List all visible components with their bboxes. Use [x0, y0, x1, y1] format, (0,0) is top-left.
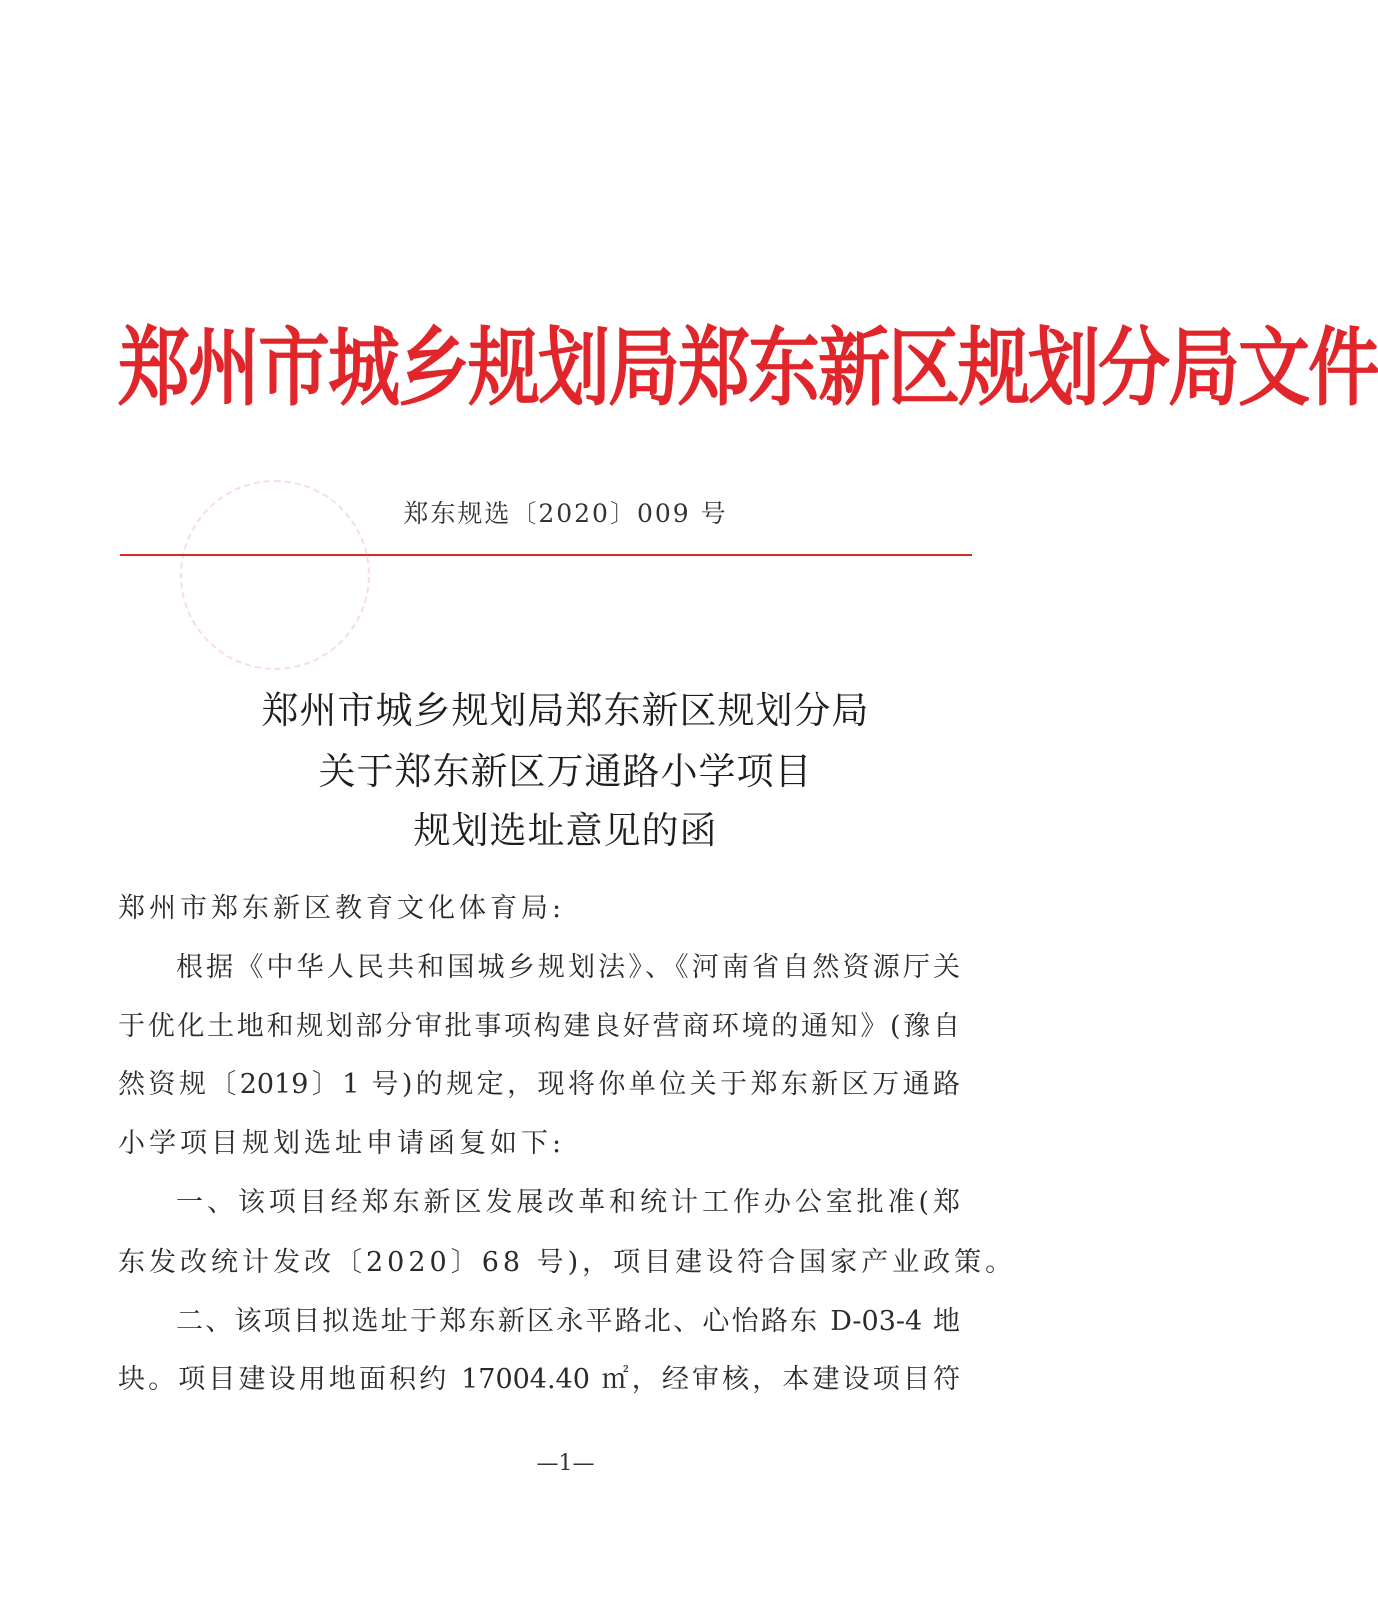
letter-title-line-3: 规划选址意见的函 [413, 809, 718, 852]
body-line: 小学项目规划选址申请函复如下: [118, 1128, 566, 1159]
document-number: 郑东规选〔2020〕009 号 [403, 499, 728, 528]
addressee: 郑州市郑东新区教育文化体育局: [118, 893, 566, 924]
red-header-title: 郑州市城乡规划局郑东新区规划分局文件 [118, 318, 1378, 418]
body-line: 根据《中华人民共和国城乡规划法》、《河南省自然资源厅关 [176, 952, 960, 983]
red-divider-line [120, 554, 972, 556]
letter-title-line-2: 关于郑东新区万通路小学项目 [318, 750, 813, 793]
body-line: 一、该项目经郑东新区发展改革和统计工作办公室批准(郑 [176, 1187, 960, 1218]
body-line: 然资规〔2019〕1 号)的规定，现将你单位关于郑东新区万通路 [118, 1069, 960, 1100]
page-number: —1— [536, 1451, 595, 1476]
letter-title-line-1: 郑州市城乡规划局郑东新区规划分局 [261, 689, 870, 732]
body-line: 二、该项目拟选址于郑东新区永平路北、心怡路东 D-03-4 地 [176, 1306, 960, 1337]
body-line: 东发改统计发改〔2020〕68 号)，项目建设符合国家产业政策。 [118, 1247, 1017, 1278]
body-line: 块。项目建设用地面积约 17004.40 ㎡，经审核，本建设项目符 [118, 1364, 960, 1395]
body-line: 于优化土地和规划部分审批事项构建良好营商环境的通知》(豫自 [118, 1011, 960, 1042]
